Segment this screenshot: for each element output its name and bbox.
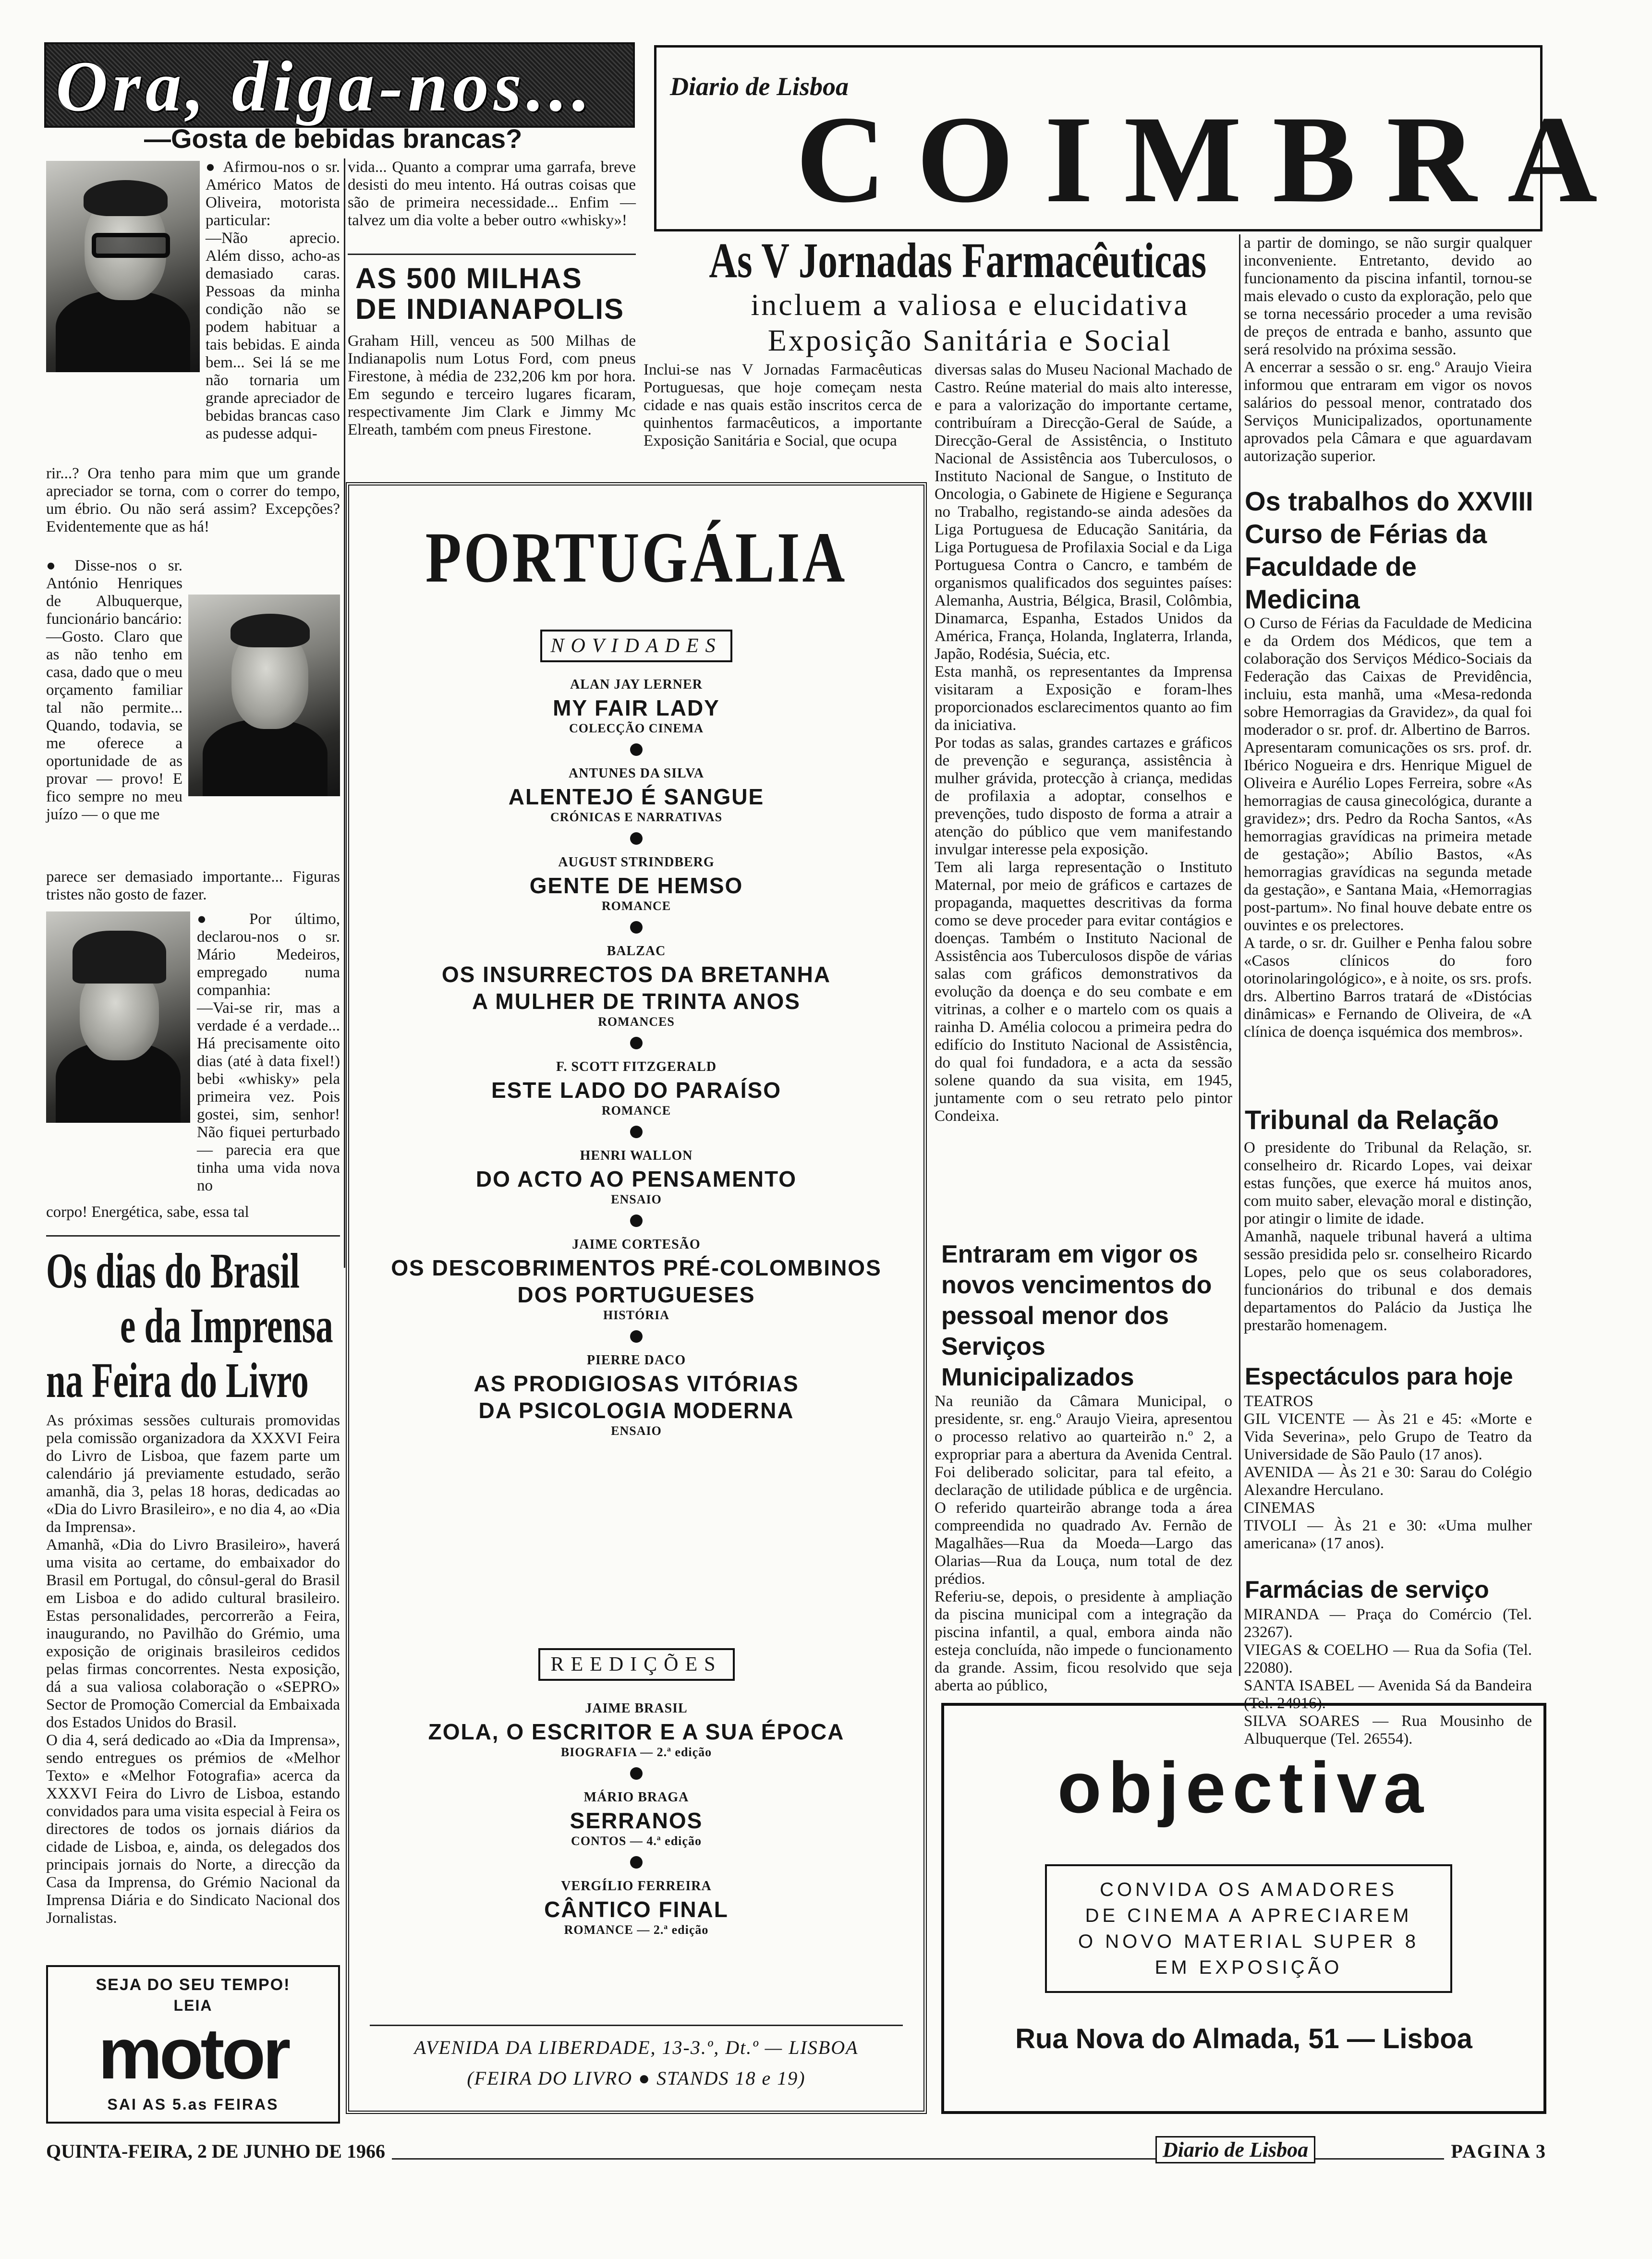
motor-ad-line1: SEJA DO SEU TEMPO! [96,1976,291,1994]
book-title: ZOLA, O ESCRITOR E A SUA ÉPOCA [428,1719,845,1744]
portugalia-reissue-list [355,1701,917,1944]
book-title: CÂNTICO FINAL [544,1897,729,1922]
rubric-title: Ora, diga-nos... [56,47,595,126]
rubric-banner [44,42,635,128]
espectaculos-body: TEATROS GIL VICENTE — Às 21 e 45: «Morte e Vida Severina», pelo Grupo de Teatro da Universidade de São Paulo (17 anos). AVENIDA — Às 21 e 30: Sarau do Colégio Alexandre Herculano. CINEMAS TIVOLI — Às 21 e 30: «Uma mulher americana» (17 anos). [1244,1393,1532,1552]
farmacias-body: MIRANDA — Praça do Comércio (Tel. 23267). VIEGAS & COELHO — Rua da Sofia (Tel. 22080). SANTA ISABEL — Avenida Sá da Bandeira (Tel. 24916). SILVA SOARES — Rua Mousinho de Albuquerque (Tel. 26554). [1244,1606,1532,1748]
book-title: AS PRODIGIOSAS VITÓRIAS [474,1371,799,1396]
book-title: ESTE LADO DO PARAÍSO [491,1078,781,1103]
portugalia-brand: PORTUGÁLIA [425,518,848,597]
brasil-headline-line3: na Feira do Livro [46,1353,309,1408]
book-entry [355,1879,917,1937]
espectaculos-headline: Espectáculos para hoje [1245,1363,1513,1390]
motor-ad-line3: SAI AS 5.as FEIRAS [107,2096,279,2113]
jornadas-body: diversas salas do Museu Nacional Machado de Castro. Reúne material do mais alto interesse, e para a valorização do importante certame, contribuíram a Direcção-Geral de Saúde, a Direcção-Geral de Assistência, o Instituto Nacional de Assistência aos Tuberculosos, o Instituto Nacional de Sangue, o Instituto de Oncologia, o Gabinete de Higiene e Segurança no Trabalho, registando-se ainda adesões da Liga Portuguesa de Educação Sanitária, da Liga Portuguesa de Profilaxia Social e da Liga Portuguesa Contra o Cancro, e também de organismos qualificados dos seguintes países: Alemanha, Austria, Bélgica, Brasil, Colômbia, Dinamarca, Espanha, Estados Unidos da América, França, Holanda, Inglaterra, Irlanda, Japão, Rodésia, Suécia, etc. Esta manhã, os representantes da Imprensa visitaram a Exposição e foram-lhes proporcionados esclarecimentos quanto ao fim da iniciativa. Por todas as salas, grandes cartazes e gráficos de prevenção e segurança, assistência à mulher grávida, protecção à criança, medidas de profilaxia a adoptar, conselhos e prevenções, tudo disposto de forma a atrair a atenção do público que vem manifestando invulgar interesse pela exposição. Tem ali larga representação o Instituto Maternal, por meio de gráficos e cartazes de propaganda, maquettes descritivas da forma como se deve proceder para evitar contágios e doenças. Também o Instituto Nacional de Assistência aos Tuberculosos dispõe de várias salas com gráficos demonstrativos da evolução da doença e do seu combate e em vitrinas, a colher e o martelo com os quais a rainha D. Amélia colocou a primeira pedra do edifício do Instituto Nacional de Assistência, do qual foi fundadora, e a acta da sessão solene quando da sua visita, em 1945, juntamente com o seu retrato pelo pintor Condeixa. [935,361,1232,1125]
book-entry [355,1790,917,1871]
book-genre: ROMANCE [601,1104,671,1117]
indy-body: Graham Hill, venceu as 500 Milhas de Indianapolis num Lotus Ford, com pneus Firestone, à média de 232,206 km por hora. Em segundo e terceiro lugares ficaram, respectivamente Jim Clark e Jimmy Mc Elreath, também com pneus Firestone. [348,332,640,438]
motor-ad-line2: LEIA [173,1997,213,2014]
book-genre: BIOGRAFIA — 2.ª edição [560,1745,712,1759]
survey-question: —Gosta de bebidas brancas? [144,123,522,154]
book-author: JAIME CORTESÃO [572,1237,701,1252]
relacao-headline: Tribunal da Relação [1245,1105,1499,1135]
survey-answer-1-cont: rir...? Ora tenho para mim que um grande apreciador se torna, com o correr do tempo, um ébrio. Ou não será assim? Excepções? Evidentemente que as há! [46,465,344,535]
portugalia-address: AVENIDA DA LIBERDADE, 13-3.º, Dt.º — LISBOA [414,2037,859,2058]
book-author: F. SCOTT FITZGERALD [556,1059,717,1074]
section-rule [46,1235,340,1237]
reedicoes-label: REEDIÇÕES [538,1648,735,1681]
bullet-dot [355,1856,917,1871]
footer-paper-logo: Diario de Lisboa [1155,2136,1315,2163]
vencimentos-body: Na reunião da Câmara Municipal, o presidente, sr. eng.º Araujo Vieira, apresentou o processo relativo ao quarteirão n.º 2, a expropriar para a abertura da Avenida Central. Foi deliberado solicitar, para tal efeito, a declaração de utilidade pública e de urgência. O referido quarteirão abrange toda a área compreendida no quadrado Av. Fernão de Magalhães—Rua da Moeda—Largo das Olarias—Rua da Louça, num total de dez prédios. Referiu-se, depois, o presidente à ampliação da piscina municipal com a integração da piscina infantil, a qual, embora ainda não esteja concluída, não impede o funcionamento da grande. Assim, ficou resolvido que seja aberta ao público, [935,1393,1232,1694]
book-author: ALAN JAY LERNER [570,677,703,692]
portrait-photo-americo [46,161,200,372]
book-title: SERRANOS [570,1808,703,1833]
jornadas-headline-line3: Exposição Sanitária e Social [767,323,1173,357]
book-entry [355,766,917,847]
survey-answer-3-wrapped: ● Por último, declarou-nos o sr. Mário Medeiros, empregado numa companhia: —Vai-se rir, mas a verdade é a verdade... Há precisamente oito dias (até à data fixel!) bebi «whisky» pela primeira vez. Pois gostei, sim, senhor! Não fiquei perturbado — parecia era que tinha uma vida nova no [197,911,340,1194]
brasil-headline-line1: Os dias do Brasil [46,1243,300,1299]
footer-date: QUINTA-FEIRA, 2 DE JUNHO DE 1966 [46,2140,392,2162]
book-title: GENTE DE HEMSO [529,873,743,898]
bullet-dot [355,921,917,936]
book-author: AUGUST STRINDBERG [558,855,715,870]
survey-answer-2-wrapped: ● Disse-nos o sr. António Henriques de Albuquerque, funcionário bancário: —Gosto. Claro que as não tenho em casa, dado que o meu orçamento familiar tal não permite... Quando, todavia, se me oferece a oportunidade de as provar — provo! E fico sempre no meu juízo — o que me [46,557,182,823]
objectiva-address: Rua Nova do Almada, 51 — Lisboa [1015,2023,1472,2054]
book-entry [355,1701,917,1782]
jornadas-headline-line1: As V Jornadas Farmacêuticas [709,233,1207,288]
bullet-dot [355,832,917,847]
book-entry [355,1059,917,1141]
book-author: PIERRE DACO [586,1353,686,1368]
book-title: MY FAIR LADY [553,695,720,720]
book-entry [355,1237,917,1345]
brasil-headline-line2: e da Imprensa [120,1298,333,1353]
bullet-dot [355,1330,917,1345]
book-genre: ENSAIO [611,1192,662,1206]
book-entry [355,1353,917,1438]
book-title: OS INSURRECTOS DA BRETANHA [441,962,831,987]
indy-headline: AS 500 MILHAS DE INDIANAPOLIS [355,262,625,325]
objectiva-invite-box [1045,1864,1452,1993]
book-author: BALZAC [607,944,666,959]
book-title: OS DESCOBRIMENTOS PRÉ-COLOMBINOS [391,1255,882,1280]
book-genre: CONTOS — 4.ª edição [571,1834,702,1848]
motor-ad-brand: motor [98,2013,288,2094]
footer-page-number: PAGINA 3 [1444,2140,1546,2162]
objectiva-invite: CONVIDA OS AMADORES DE CINEMA A APRECIAREM O NOVO MATERIAL SUPER 8 EM EXPOSIÇÃO [1078,1879,1419,1978]
section-rule [348,254,636,255]
bullet-dot [355,1126,917,1141]
coimbra-col3-top: a partir de domingo, se não surgir qualquer inconveniente. Entretanto, devido ao funcionamento da piscina infantil, tornou-se mais elevado o custo da exploração, pelo que se torna necessário proceder a uma revisão de preços de entrada e banho, assunto que será resolvido na próxima sessão. A encerrar a sessão o sr. eng.º Araujo Vieira informou que entraram em vigor os novos salários do pessoal menor, contratado dos Serviços Municipalizados, oportunamente aprovados pela Câmara e que aguardavam autorização superior. [1244,234,1532,465]
survey-answer-2-cont: parece ser demasiado importante... Figuras tristes não gosto de fazer. [46,868,344,903]
relacao-body: O presidente do Tribunal da Relação, sr. conselheiro dr. Ricardo Lopes, vai deixar estas funções, que exerce há muitos anos, com muito saber, elevação moral e distinção, por atingir o limite de idade. Amanhã, naquele tribunal haverá a ultima sessão presidida pelo sr. conselheiro Ricardo Lopes, pelo que os seus colaboradores, funcionários do tribunal e dos demais departamentos do Palácio da Justiça lhe prestarão homenagem. [1244,1139,1532,1334]
book-author: JAIME BRASIL [585,1701,688,1716]
jornadas-headline-line2: incluem a valiosa e elucidativa [751,288,1190,322]
ferias-headline: Os trabalhos do XXVIII Curso de Férias da Faculdade de Medicina [1245,486,1533,614]
survey-answer-3-cont: corpo! Energética, sabe, essa tal [46,1203,249,1221]
motor-ad [46,1965,340,2124]
book-author: ANTUNES DA SILVA [568,766,705,781]
ferias-body: O Curso de Férias da Faculdade de Medicina e da Ordem dos Médicos, que tem a colaboração dos Serviços Médico-Sociais da Federação das Caixas de Previdência, incluiu, esta manhã, uma «Mesa-redonda sobre Hemorragias da Gravidez», da qual foi moderador o sr. prof. dr. Albertino de Barros. Apresentaram comunicações os srs. prof. dr. Ibérico Nogueira e drs. Henrique Miguel de Oliveira e Aurélio Lopes Ferreira, sobre «As hemorragias de causa ginecológica, durante a gravidez»; drs. Pedro da Rocha Santos, «As hemorragias gravídicas na primeira metade de gestação»; Abílio Bastos, «As hemorragias gravídicas na segunda metade da gestação», e Santana Maia, «Hemorragias post-partum». No final houve debate entre os ouvintes e os prelectores. A tarde, o sr. dr. Guilher e Penha falou sobre «Casos clínicos do foro otorinolaringológico», e à noite, os srs. profs. drs. Albertino Barros tratará de «Distócias dinâmicas» e Fernando de Oliveira, de «A clínica de doença isquémica dos membros». [1244,615,1532,1041]
book-entry [355,677,917,758]
book-genre: HISTÓRIA [603,1308,670,1322]
book-title: ALENTEJO É SANGUE [508,784,765,809]
portugalia-fair-stands: (FEIRA DO LIVRO ● STANDS 18 e 19) [467,2067,806,2089]
bullet-dot [355,1767,917,1782]
book-title: DO ACTO AO PENSAMENTO [475,1166,797,1191]
jornadas-lead: Inclui-se nas V Jornadas Farmacêuticas Portuguesas, que hoje começam nesta cidade e nas quais estão inscritos cerca de quinhentos farmacêuticos, a importante Exposição Sanitária e Social, que ocupa [644,361,926,449]
book-entry [355,1148,917,1229]
bullet-dot [355,1037,917,1052]
portrait-photo-antonio [188,595,340,796]
column-rule [344,158,345,1268]
coimbra-header-box [654,45,1628,231]
book-title: DA PSICOLOGIA MODERNA [478,1398,794,1423]
bullet-dot [355,743,917,758]
column-rule [1239,234,1240,1676]
book-entry [355,944,917,1052]
brasil-body: As próximas sessões culturais promovidas pela comissão organizadora da XXXVI Feira do Livro de Lisboa, que fazem parte um calendário já previamente estudado, serão amanhã, dia 3, pelas 18 horas, dedicadas ao «Dia do Livro Brasileiro», e no dia 4, ao «Dia da Imprensa». Amanhã, «Dia do Livro Brasileiro», haverá uma visita ao certame, do embaixador do Brasil em Portugal, do cônsul-geral do Brasil em Lisboa e do adido cultural brasileiro. Estas personalidades, percorrerão a Feira, inaugurando, no Pavilhão do Grémio, uma exposição de originais brasileiros cedidos pelas firmas concorrentes. Nesta exposição, dá a sua valiosa colaboração o «SEPRO» Sector de Promoção Comercial da Embaixada dos Estados Unidos do Brasil. O dia 4, será dedicado ao «Dia da Imprensa», sendo entregues os prémios de «Melhor Texto» e «Melhor Fotografia» acerca da XXXVI Feira do Livro de Lisboa, estando convidados para uma visita especial à Feira os directores de todos os jornais diários da cidade de Lisboa, e, ainda, os delegados dos principais jornais do Norte, a direcção da Casa da Imprensa, do Grémio Nacional da Imprensa Diária e do Sindicato Nacional dos Jornalistas. [46,1412,340,1927]
book-genre: ROMANCE [601,899,671,913]
book-genre: CRÓNICAS E NARRATIVAS [550,810,723,824]
bullet-dot [355,1215,917,1229]
portrait-photo-mario [46,911,190,1123]
vencimentos-headline: Entraram em vigor os novos vencimentos do pessoal menor dos Serviços Municipalizados [941,1240,1212,1391]
book-entry [355,855,917,936]
survey-continuation: vida... Quanto a comprar uma garrafa, breve desisti do meu intento. Há outras coisas que são de primeira necessidade... Enfim — talvez um dia volte a beber outro «whisky»! [348,158,640,229]
paper-logo: Diario de Lisboa [670,72,849,101]
brasil-headline [46,1243,333,1408]
novidades-label: NOVIDADES [540,630,733,662]
objectiva-ad [941,1703,1546,2114]
book-author: MÁRIO BRAGA [583,1790,689,1805]
book-author: HENRI WALLON [580,1148,693,1163]
book-title: A MULHER DE TRINTA ANOS [472,989,801,1014]
page-footer [46,2136,1546,2174]
book-author: VERGÍLIO FERREIRA [561,1879,712,1894]
farmacias-headline: Farmácias de serviço [1245,1576,1489,1603]
survey-answer-1-wrapped: ● Afirmou-nos o sr. Américo Matos de Oliveira, motorista particular: —Não aprecio. Além disso, acho-as demasiado caras. Pessoas da minha condição não se podem habituar a tais bebidas. E ainda bem... Sei lá se me não tornaria um grande apreciador de bebidas brancas caso as pudesse adqui- [206,158,340,442]
jornadas-headline [644,234,1239,358]
coimbra-title: COIMBRA [796,90,1628,229]
book-title: DOS PORTUGUESES [517,1282,755,1307]
ad-divider [370,2025,903,2026]
portugalia-book-list [355,677,917,1445]
book-genre: ROMANCE — 2.ª edição [564,1923,709,1937]
objectiva-brand: objectiva [1057,1747,1431,1828]
book-genre: ROMANCES [598,1015,675,1029]
book-genre: ENSAIO [611,1424,662,1438]
book-genre: COLECÇÃO CINEMA [569,721,704,735]
